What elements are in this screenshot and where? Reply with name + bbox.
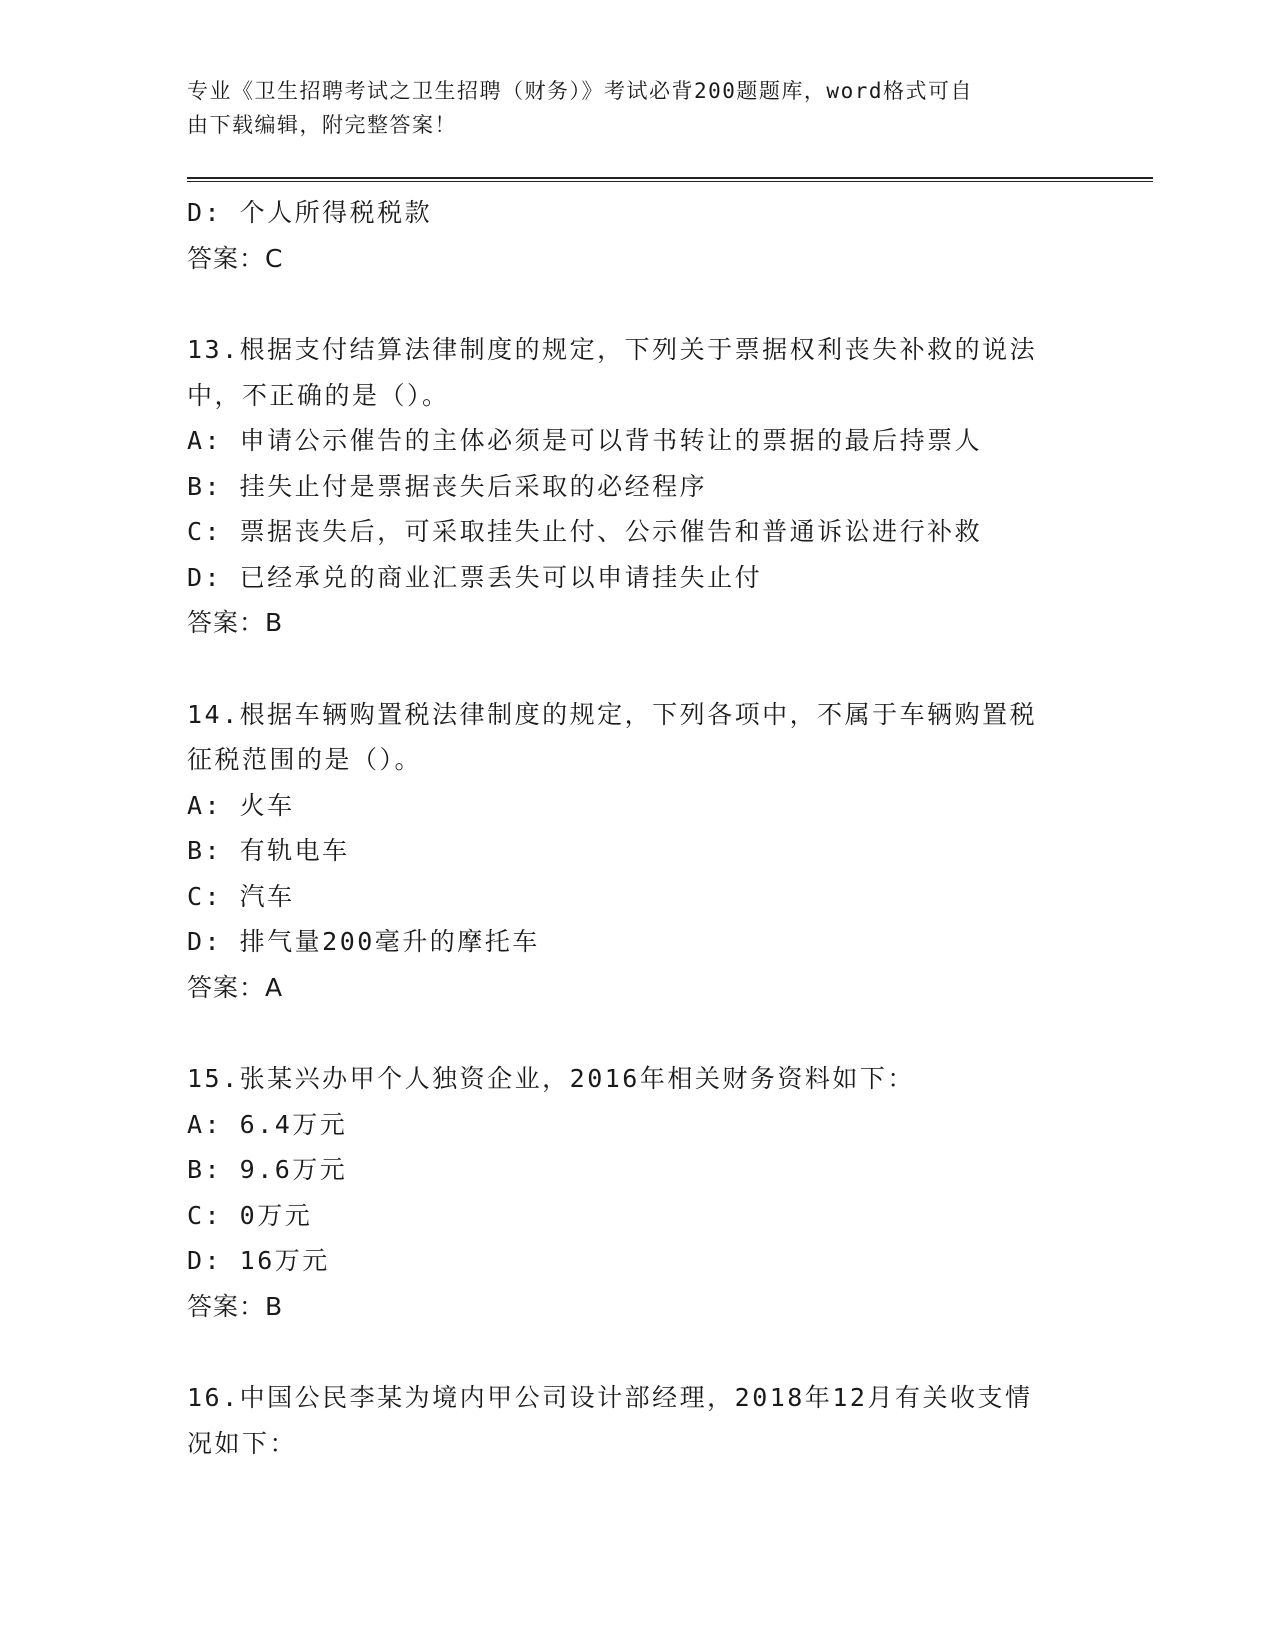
spacer — [187, 1010, 1087, 1056]
answer-line: 答案：B — [187, 1291, 284, 1321]
option-c: C: 汽车 — [187, 881, 295, 911]
question-stem: 中，不正确的是（）。 — [187, 380, 450, 410]
answer-line: 答案：B — [187, 608, 284, 637]
question-15 — [187, 1056, 1087, 1329]
option-c: C: 票据丧失后，可采取挂失止付、公示催告和普通诉讼进行补救 — [187, 517, 983, 546]
question-stem: 征税范围的是（）。 — [187, 745, 423, 774]
option-c: C: 0万元 — [187, 1200, 313, 1230]
spacer — [187, 646, 1087, 692]
option-a: A: 申请公示催告的主体必须是可以背书转让的票据的最后持票人 — [187, 426, 983, 455]
header-divider — [187, 177, 1153, 182]
question-stem: 14.根据车辆购置税法律制度的规定，下列各项中，不属于车辆购置税 — [187, 699, 1038, 729]
option-d: D: 已经承兑的商业汇票丢失可以申请挂失止付 — [187, 562, 763, 592]
header-line-1: 专业《卫生招聘考试之卫生招聘（财务）》考试必背200题题库，word格式可自 — [187, 79, 973, 103]
option-b: B: 有轨电车 — [187, 836, 350, 865]
question-16 — [187, 1375, 1087, 1466]
option-d: D: 16万元 — [187, 1246, 330, 1275]
question-stem: 13.根据支付结算法律制度的规定，下列关于票据权利丧失补救的说法 — [187, 335, 1038, 364]
answer-line: 答案：C — [187, 243, 284, 273]
question-stem: 15.张某兴办甲个人独资企业，2016年相关财务资料如下： — [187, 1064, 915, 1093]
option-a: A: 6.4万元 — [187, 1109, 348, 1139]
question-stem: 16.中国公民李某为境内甲公司设计部经理，2018年12月有关收支情 — [187, 1383, 1033, 1412]
option-a: A: 火车 — [187, 790, 295, 820]
option-d: D: 排气量200毫升的摩托车 — [187, 927, 540, 956]
option-d: D: 个人所得税税款 — [187, 198, 433, 227]
question-12-tail — [187, 190, 1087, 281]
document-header — [187, 74, 1067, 142]
question-14 — [187, 692, 1087, 1011]
option-b: B: 9.6万元 — [187, 1155, 348, 1184]
header-line-2: 由下载编辑，附完整答案！ — [187, 113, 457, 137]
question-13 — [187, 327, 1087, 646]
answer-line: 答案：A — [187, 972, 284, 1002]
document-body — [187, 190, 1087, 1466]
spacer — [187, 1329, 1087, 1375]
spacer — [187, 281, 1087, 327]
option-b: B: 挂失止付是票据丧失后采取的必经程序 — [187, 471, 708, 501]
question-stem: 况如下： — [187, 1428, 298, 1458]
